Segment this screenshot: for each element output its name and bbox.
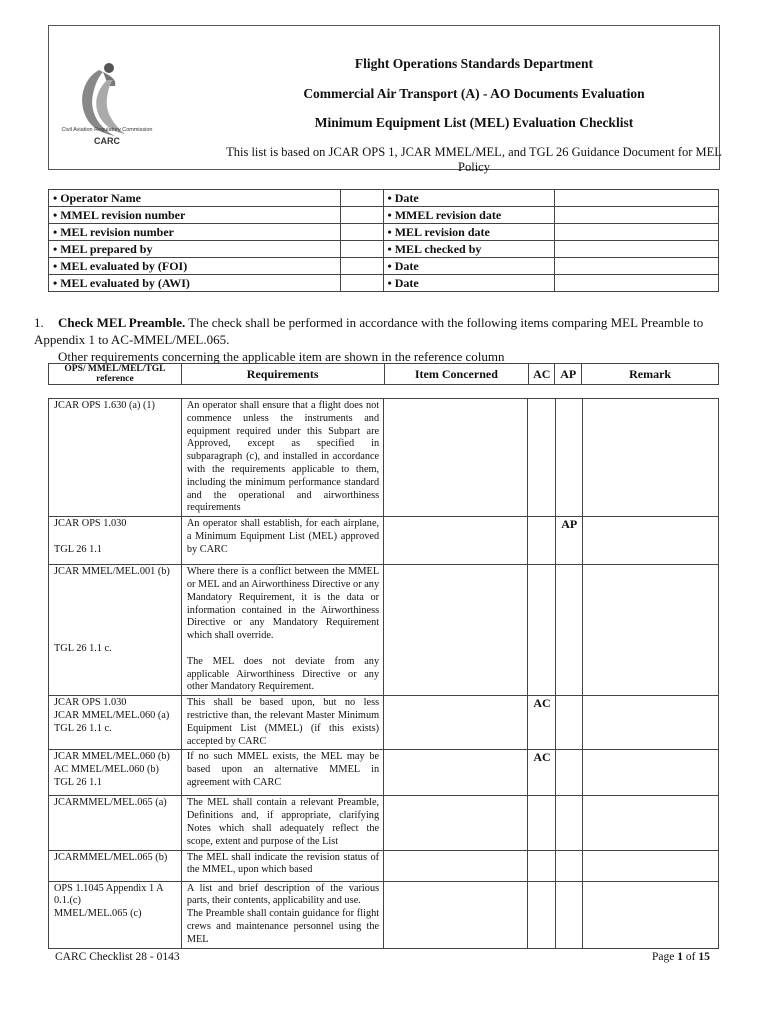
ac-cell[interactable]: AC <box>528 750 555 796</box>
info-value-field[interactable] <box>555 241 719 258</box>
page-number <box>652 951 710 963</box>
info-value-field[interactable] <box>555 258 719 275</box>
reference-cell: JCARMMEL/MEL.065 (b) <box>49 850 182 881</box>
section-heading <box>34 314 734 365</box>
reference-cell: OPS 1.1045 Appendix 1 A 0.1.(c) MMEL/MEL.065 (c) <box>49 881 182 948</box>
remark-cell[interactable] <box>582 696 718 750</box>
item-concerned-cell[interactable] <box>384 881 528 948</box>
remark-cell[interactable] <box>582 750 718 796</box>
carc-logo-icon <box>63 50 153 160</box>
item-concerned-cell[interactable] <box>384 750 528 796</box>
requirement-cell: If no such MMEL exists, the MEL may be based upon an alternative MMEL in agreement with CARC <box>181 750 383 796</box>
checklist-table <box>48 398 719 949</box>
info-label: • MEL prepared by <box>49 241 341 258</box>
ac-cell[interactable]: AC <box>528 696 555 750</box>
info-label: • MEL revision date <box>383 224 555 241</box>
requirement-cell: An operator shall ensure that a flight does not commence unless the instruments and equipment required under this Subpart are Approved, except as specified in subparagraph (c), and installed in accordance with the requirements applicable to them, including the minimum performance standard and the operational and airworthiness requirements <box>181 399 383 517</box>
ac-cell[interactable] <box>528 517 555 565</box>
reference-cell: JCAR MMEL/MEL.060 (b) AC MMEL/MEL.060 (b) TGL 26 1.1 <box>49 750 182 796</box>
info-label: • Date <box>383 258 555 275</box>
info-row <box>49 224 719 241</box>
info-label: • MEL revision number <box>49 224 341 241</box>
table-row <box>49 796 719 850</box>
section-title: Check MEL Preamble. <box>58 315 186 330</box>
footer-checklist-id: CARC Checklist 28 - 0143 <box>55 951 180 963</box>
item-concerned-cell[interactable] <box>384 565 528 696</box>
remark-cell[interactable] <box>582 565 718 696</box>
ap-cell[interactable] <box>555 750 582 796</box>
info-value-field[interactable] <box>340 275 383 292</box>
ac-cell[interactable] <box>528 565 555 696</box>
col-header-remark: Remark <box>582 364 719 385</box>
page-prefix: Page <box>652 951 678 963</box>
requirement-cell: The MEL shall contain a relevant Preamble, Definitions and, if appropriate, clarifying Notes which shall adequately reflect the scope, extent and purpose of the List <box>181 796 383 850</box>
col-header-item: Item Concerned <box>384 364 529 385</box>
info-value-field[interactable] <box>555 190 719 207</box>
table-row <box>49 750 719 796</box>
ac-cell[interactable] <box>528 796 555 850</box>
logo-subtext: Civil Aviation Regulatory Commission <box>61 127 153 133</box>
requirement-cell: The MEL shall indicate the revision status of the MMEL, upon which based <box>181 850 383 881</box>
reference-cell: JCAR OPS 1.630 (a) (1) <box>49 399 182 517</box>
info-value-field[interactable] <box>340 258 383 275</box>
col-header-ap: AP <box>555 364 582 385</box>
info-row <box>49 241 719 258</box>
remark-cell[interactable] <box>582 399 718 517</box>
page-of: of <box>682 951 699 963</box>
col-header-requirements: Requirements <box>181 364 384 385</box>
table-row <box>49 565 719 696</box>
reference-cell: JCARMMEL/MEL.065 (a) <box>49 796 182 850</box>
carc-logo <box>63 50 153 160</box>
basis-note: This list is based on JCAR OPS 1, JCAR MMEL/MEL, and TGL 26 Guidance Document for MEL Policy <box>226 145 722 174</box>
remark-cell[interactable] <box>582 850 718 881</box>
section-number: 1. <box>34 315 44 330</box>
info-row <box>49 275 719 292</box>
ap-cell[interactable] <box>555 565 582 696</box>
checklist-header <box>48 363 719 385</box>
section-text-line2: Other requirements concerning the applicable item are shown in the reference column <box>58 349 505 364</box>
ap-cell[interactable] <box>555 796 582 850</box>
ap-cell[interactable] <box>555 850 582 881</box>
document-subtitle: Commercial Air Transport (A) - AO Documents Evaluation <box>303 86 645 101</box>
info-row <box>49 258 719 275</box>
ac-cell[interactable] <box>528 399 555 517</box>
info-value-field[interactable] <box>340 224 383 241</box>
requirement-cell: This shall be based upon, but no less restrictive than, the relevant Master Minimum Equipment List (MMEL) (if this exists) accepted by CARC <box>181 696 383 750</box>
reference-cell: JCAR OPS 1.030 TGL 26 1.1 <box>49 517 182 565</box>
requirement-cell: A list and brief description of the various parts, their contents, applicability and use. The Preamble shall contain guidance for flight crews and maintenance personnel using the MEL <box>181 881 383 948</box>
info-label: • MMEL revision date <box>383 207 555 224</box>
info-value-field[interactable] <box>340 241 383 258</box>
requirement-cell: Where there is a conflict between the MMEL or MEL and an Airworthiness Directive or any Mandatory Requirement, it is the data or information contained in the Airworthiness Directive or any Mandatory Requirement which shall override. The MEL does not deviate from any applicable Airworthiness Directive or any other Mandatory Requirement. <box>181 565 383 696</box>
item-concerned-cell[interactable] <box>384 696 528 750</box>
checklist-title: Minimum Equipment List (MEL) Evaluation Checklist <box>314 115 634 130</box>
info-label: • Date <box>383 275 555 292</box>
info-value-field[interactable] <box>555 224 719 241</box>
remark-cell[interactable] <box>582 517 718 565</box>
info-label: • Date <box>383 190 555 207</box>
info-row <box>49 207 719 224</box>
info-label: • MEL evaluated by (FOI) <box>49 258 341 275</box>
info-row <box>49 190 719 207</box>
ap-cell[interactable] <box>555 881 582 948</box>
ac-cell[interactable] <box>528 850 555 881</box>
item-concerned-cell[interactable] <box>384 850 528 881</box>
section-text: The check shall be performed in accordance with the following items comparing MEL Preamble to Appendix 1 to AC-MMEL/MEL.065. <box>34 315 704 347</box>
info-value-field[interactable] <box>340 190 383 207</box>
info-table <box>48 189 719 292</box>
remark-cell[interactable] <box>582 881 718 948</box>
page-current: 1 <box>677 951 683 963</box>
info-value-field[interactable] <box>555 275 719 292</box>
reference-cell: JCAR MMEL/MEL.001 (b) TGL 26 1.1 c. <box>49 565 182 696</box>
table-row <box>49 850 719 881</box>
table-row <box>49 517 719 565</box>
reference-cell: JCAR OPS 1.030 JCAR MMEL/MEL.060 (a) TGL 26 1.1 c. <box>49 696 182 750</box>
info-label: • MEL evaluated by (AWI) <box>49 275 341 292</box>
item-concerned-cell[interactable] <box>384 517 528 565</box>
table-row <box>49 881 719 948</box>
document-header <box>48 25 722 174</box>
requirement-cell: An operator shall establish, for each airplane, a Minimum Equipment List (MEL) approved by CARC <box>181 517 383 565</box>
info-value-field[interactable] <box>555 207 719 224</box>
ap-cell[interactable] <box>555 399 582 517</box>
ap-cell[interactable] <box>555 696 582 750</box>
col-header-ref: OPS/ MMEL/MEL/TGL reference <box>49 364 182 385</box>
page-total: 15 <box>698 951 710 963</box>
table-row <box>49 399 719 517</box>
ac-cell[interactable] <box>528 881 555 948</box>
item-concerned-cell[interactable] <box>384 796 528 850</box>
info-label: • Operator Name <box>49 190 341 207</box>
item-concerned-cell[interactable] <box>384 399 528 517</box>
table-row <box>49 696 719 750</box>
department-title: Flight Operations Standards Department <box>354 56 594 71</box>
remark-cell[interactable] <box>582 796 718 850</box>
col-header-ac: AC <box>529 364 555 385</box>
info-label: • MEL checked by <box>383 241 555 258</box>
logo-text: CARC <box>94 136 120 146</box>
ap-cell[interactable]: AP <box>555 517 582 565</box>
info-label: • MMEL revision number <box>49 207 341 224</box>
info-value-field[interactable] <box>340 207 383 224</box>
